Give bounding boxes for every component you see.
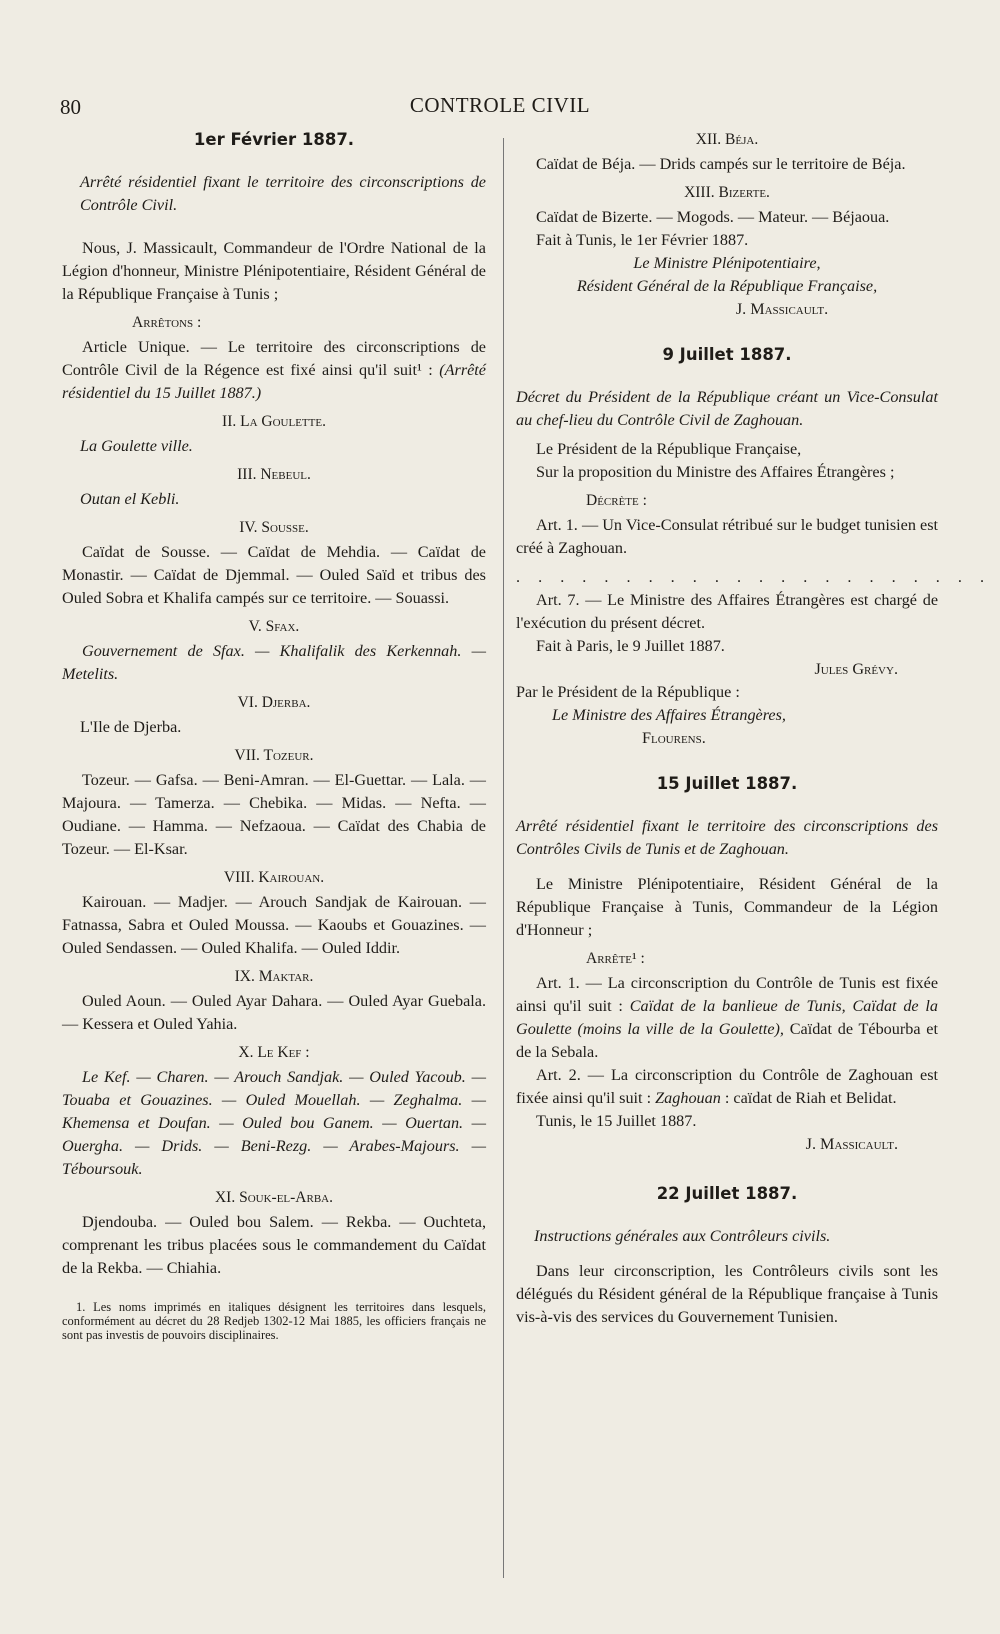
article [516, 972, 938, 1064]
section-head: VI. Djerba. [237, 694, 311, 711]
signatory-title: Le Ministre des Affaires Étrangères, [552, 706, 786, 724]
section-head: XII. Béja. [695, 131, 759, 148]
signatory-name: J. Massicault. [735, 300, 829, 318]
signing-place-date: Fait à Tunis, le 1er Février 1887. [536, 231, 749, 249]
page-number: 80 [60, 95, 81, 119]
article-lead: Art. 1. — La circonscription du Contrôle de Tunis est fixée ainsi qu'il suit : [516, 974, 938, 1015]
article: Art. 1. — Un Vice-Consulat rétribué sur le budget tunisien est créé à Zaghouan. [516, 516, 938, 557]
preamble: Le Ministre Plénipotentiaire, Résident Général de la République Française à Tunis, Commandeur de la Légion d'Honneur ; [516, 875, 938, 939]
decree-title: Décret du Président de la République créant un Vice-Consulat au chef-lieu du Contrôle Civil de Zaghouan. [516, 388, 938, 429]
preamble: Le Président de la République Française, [536, 440, 802, 458]
section-text: Gouvernement de Sfax. — Khalifalik des Kerkennah. — Metelits. [62, 642, 486, 683]
preamble: Nous, J. Massicault, Commandeur de l'Ordre National de la Légion d'honneur, Ministre Plénipotentiaire, Résident Général de la République Française à Tunis ; [62, 239, 486, 303]
signatory-name: Flourens. [642, 729, 706, 747]
date-heading: 9 Juillet 1887. [662, 345, 792, 364]
right-column [516, 126, 992, 1329]
left-column [62, 126, 486, 1342]
article-lead: Art. 2. — La circonscription du Contrôle de Zaghouan est fixée ainsi qu'il suit : [516, 1066, 938, 1107]
ellipsis-row: . . . . . . . . . . . . . . . . . . . . . . [516, 568, 992, 586]
section-text: La Goulette ville. [80, 437, 193, 455]
running-head: CONTROLE CIVIL [409, 93, 591, 117]
article [516, 1064, 938, 1110]
decree-title: Instructions générales aux Contrôleurs civils. [534, 1227, 831, 1245]
article-italic: Zaghouan [655, 1089, 721, 1107]
section-head: III. Nebeul. [237, 466, 311, 483]
section-text: Caïdat de Bizerte. — Mogods. — Mateur. — Béjaoua. [536, 208, 890, 226]
footnote: 1. Les noms imprimés en italiques désignent les territoires dans lesquels, conformément au décret du 28 Redjeb 1302-12 Mai 1885, les officiers français ne sont pas investis de pouvoirs disciplinaires. [62, 1300, 486, 1342]
section-text: Caïdat de Béja. — Drids campés sur le territoire de Béja. [536, 155, 906, 173]
section-text: Djendouba. — Ouled bou Salem. — Rekba. — Ouchteta, comprenant les tribus placées sous le commandement du Caïdat de la Rekba. — Chiahia. [62, 1213, 486, 1277]
section-head: IV. Sousse. [239, 519, 309, 536]
section-head: VIII. Kairouan. [223, 869, 325, 886]
date-heading: 1er Février 1887. [193, 130, 355, 149]
decree-title: Arrêté résidentiel fixant le territoire des circonscriptions de Contrôle Civil. [80, 173, 486, 214]
signatory-title: Résident Général de la République Française, [576, 277, 878, 295]
section-head: II. La Goulette. [222, 413, 326, 430]
arretons-heading: Arrêtons : [132, 314, 202, 331]
signing-place-date: Tunis, le 15 Juillet 1887. [536, 1112, 697, 1130]
decrete-heading: Décrète : [586, 492, 647, 509]
article-tail: : caïdat de Riah et Belidat. [720, 1089, 897, 1107]
arrete-heading: Arrête¹ : [586, 950, 645, 967]
section-text: Caïdat de Sousse. — Caïdat de Mehdia. — Caïdat de Monastir. — Caïdat de Djemmal. — Ouled Saïd et tribus des Ouled Sobra et Khalifa campés sur ce territoire. — Souassi. [62, 543, 486, 607]
section-head: XI. Souk-el-Arba. [214, 1189, 333, 1206]
section-text: Ouled Aoun. — Ouled Ayar Dahara. — Ouled Ayar Guebala. — Kessera et Ouled Yahia. [62, 992, 486, 1033]
article-lead: Article Unique. — Le territoire des circonscriptions de Contrôle Civil de la Régence est fixé ainsi qu'il suit¹ : [62, 338, 486, 379]
countersign-line: Par le Président de la République : [516, 683, 740, 701]
section-text: Outan el Kebli. [80, 490, 180, 508]
decree-title: Arrêté résidentiel fixant le territoire des circonscriptions des Contrôles Civils de Tunis et de Zaghouan. [516, 817, 938, 858]
article-italic-note: (Arrêté résidentiel du 15 Juillet 1887.) [62, 361, 486, 402]
section-head: V. Sfax. [248, 618, 300, 635]
date-heading: 22 Juillet 1887. [656, 1184, 798, 1203]
date-heading: 15 Juillet 1887. [656, 774, 798, 793]
article-tail: Caïdat de Tébourba et de la Sebala. [516, 1020, 938, 1061]
signatory-title: Le Ministre Plénipotentiaire, [633, 254, 821, 272]
article: Art. 7. — Le Ministre des Affaires Étrangères est chargé de l'exécution du présent décret. [516, 591, 938, 632]
section-head: IX. Maktar. [234, 968, 314, 985]
section-head: VII. Tozeur. [234, 747, 314, 764]
section-head: XIII. Bizerte. [684, 184, 770, 201]
section-text: Le Kef. — Charen. — Arouch Sandjak. — Ouled Yacoub. — Touaba et Gouazines. — Ouled Mouellah. — Zeghalma. — Khemensa et Doufan. — Ouled bou Ganem. — Ouertan. — Ouergha. — Drids. — Beni-Rezg. — Arabes-Majours. — Téboursouk. [62, 1068, 486, 1178]
section-text: Kairouan. — Madjer. — Arouch Sandjak de Kairouan. — Fatnassa, Sabra et Ouled Moussa. — Kaoubs et Gouazines. — Ouled Sendassen. — Ouled Khalifa. — Ouled Iddir. [62, 893, 486, 957]
article-unique [62, 336, 486, 405]
section-text: L'Ile de Djerba. [80, 718, 182, 736]
preamble: Sur la proposition du Ministre des Affaires Étrangères ; [536, 463, 895, 481]
paragraph: Dans leur circonscription, les Contrôleurs civils sont les délégués du Résident général de la République française à Tunis vis-à-vis des services du Gouvernement Tunisien. [516, 1262, 938, 1326]
column-divider [503, 138, 504, 1578]
article-italic: Caïdat de la banlieue de Tunis, Caïdat de la Goulette (moins la ville de la Goulette), [516, 997, 938, 1038]
signatory-name: J. Massicault. [805, 1135, 898, 1153]
section-head: X. Le Kef : [238, 1044, 310, 1061]
section-text: Tozeur. — Gafsa. — Beni-Amran. — El-Guettar. — Lala. — Majoura. — Tamerza. — Chebika. — Midas. — Nefta. — Oudiane. — Hamma. — Nefzaoua. — Caïdat des Chabia de Tozeur. — El-Ksar. [62, 771, 486, 858]
signatory-name: Jules Grévy. [814, 660, 898, 678]
signing-place-date: Fait à Paris, le 9 Juillet 1887. [536, 637, 725, 655]
